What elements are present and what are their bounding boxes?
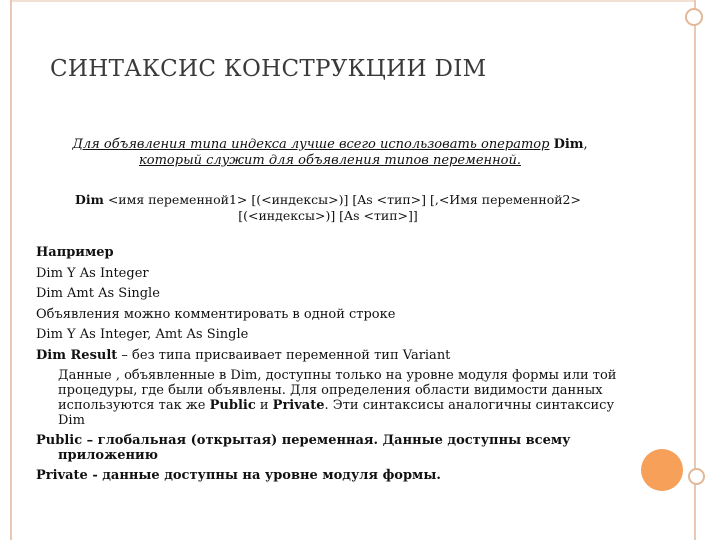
note-public-keyword: Public xyxy=(209,398,256,413)
example-line-4: Dim Y As Integer, Amt As Single xyxy=(36,327,249,342)
frame-top-border xyxy=(10,0,696,2)
example-line-5-bold: Dim Result xyxy=(36,347,118,363)
intro-line1-bold: Dim xyxy=(553,137,584,152)
note-line-2: процедуры, где были объявлены. Для определения области видимости данных xyxy=(58,383,603,398)
decorative-ring-bottom xyxy=(688,468,705,485)
intro-line1-tail: , xyxy=(583,137,588,152)
intro-line2-italic: который служит для объявления типов переменной. xyxy=(139,153,521,168)
frame-right-border xyxy=(694,0,696,540)
public-def-line-1: Public – глобальная (открытая) переменная. Данные доступны всему xyxy=(36,433,571,448)
note-line-3 xyxy=(58,398,636,413)
note-line-4: Dim xyxy=(58,413,85,428)
public-def-line-2: приложению xyxy=(58,448,158,463)
example-line-1: Dim Y As Integer xyxy=(36,265,149,281)
note-line-1: Данные , объявленные в Dim, доступны только на уровне модуля формы или той xyxy=(58,368,617,383)
page-title: СИНТАКСИС КОНСТРУКЦИИ DIM xyxy=(50,56,487,82)
note-line-3-and: и xyxy=(255,398,273,413)
intro-text xyxy=(30,137,630,169)
example-line-2: Dim Amt As Single xyxy=(36,286,160,301)
example-line-5-rest: – без типа присваивает переменной тип Variant xyxy=(117,347,451,363)
syntax-line1: <имя переменной1> [(<индексы>)] [As <тип>] [,<Имя переменной2> xyxy=(107,192,581,207)
syntax-keyword: Dim xyxy=(75,192,104,207)
frame-left-border xyxy=(10,0,12,540)
note-line-3-pre: используются так же xyxy=(58,398,210,413)
syntax-line2: [(<индексы>)] [As <тип>]] xyxy=(238,208,418,223)
syntax-block xyxy=(58,192,598,224)
intro-line1-italic: Для объявления типа индекса лучше всего использовать оператор xyxy=(72,137,550,152)
note-private-keyword: Private xyxy=(272,398,325,413)
decorative-orange-circle xyxy=(641,449,683,491)
note-line-3-post: . Эти синтаксисы аналогичны синтаксису xyxy=(324,398,615,413)
example-line-5 xyxy=(36,346,636,367)
dim-scope-note xyxy=(58,368,636,428)
private-def-line-1: Private - данные доступны на уровне модуля формы. xyxy=(36,468,441,483)
examples-heading: Например xyxy=(36,245,114,260)
example-line-3: Объявления можно комментировать в одной строке xyxy=(36,306,396,322)
examples-block xyxy=(36,243,636,483)
public-definition xyxy=(36,433,636,463)
decorative-ring-top xyxy=(685,8,703,26)
private-definition xyxy=(36,468,636,483)
